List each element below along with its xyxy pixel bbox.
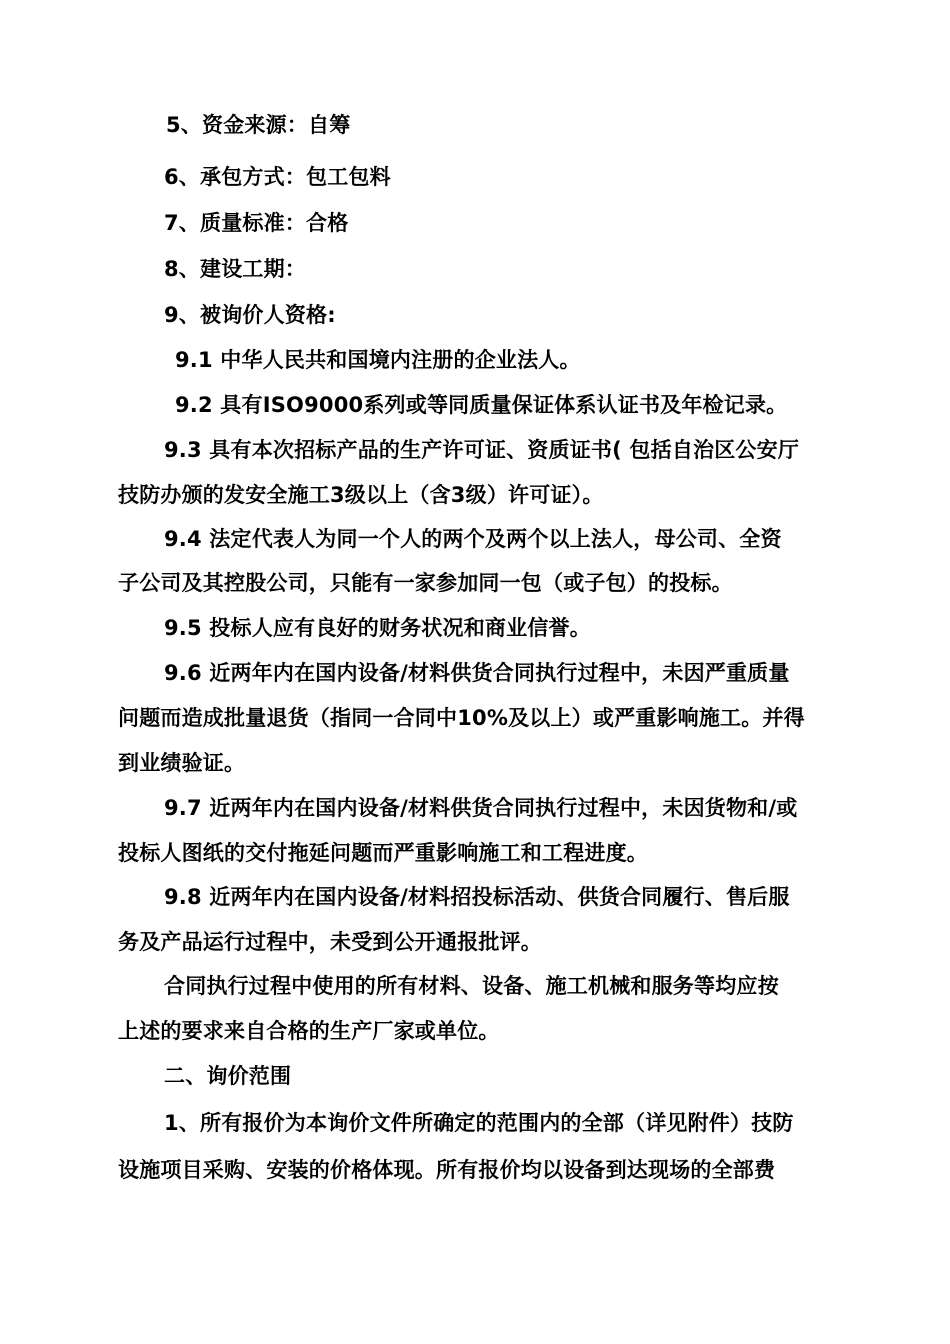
item-funding-source: 5、资金来源：自筹	[166, 113, 351, 137]
clause-9-4-line-1: 9.4 法定代表人为同一个人的两个及两个以上法人，母公司、全资	[164, 527, 782, 551]
clause-9-6-line-2: 问题而造成批量退货（指同一合同中10%及以上）或严重影响施工。并得	[118, 706, 805, 730]
clause-9-4-line-2: 子公司及其控股公司，只能有一家参加同一包（或子包）的投标。	[118, 571, 733, 595]
clause-9-3-line-2: 技防办颁的发安全施工3级以上（含3级）许可证）。	[118, 483, 604, 507]
clause-9-6-line-3: 到业绩验证。	[118, 751, 246, 775]
item-contract-method: 6、承包方式：包工包料	[164, 165, 391, 189]
clause-9-3-line-1: 9.3 具有本次招标产品的生产许可证、资质证书( 包括自治区公安厅	[164, 438, 800, 462]
clause-9-1: 9.1 中华人民共和国境内注册的企业法人。	[175, 348, 581, 372]
scope-item-1-line-1: 1、所有报价为本询价文件所确定的范围内的全部（详见附件）技防	[164, 1111, 794, 1135]
clause-9-8-line-2: 务及产品运行过程中，未受到公开通报批评。	[118, 930, 542, 954]
item-bidder-qualification: 9、被询价人资格:	[164, 303, 336, 327]
clause-9-5: 9.5 投标人应有良好的财务状况和商业信誉。	[164, 616, 591, 640]
clause-9-7-line-2: 投标人图纸的交付拖延问题而严重影响施工和工程进度。	[118, 841, 648, 865]
scope-item-1-line-2: 设施项目采购、安装的价格体现。所有报价均以设备到达现场的全部费	[118, 1158, 776, 1182]
requirement-paragraph-line-1: 合同执行过程中使用的所有材料、设备、施工机械和服务等均应按	[164, 974, 779, 998]
item-construction-period: 8、建设工期：	[164, 257, 307, 281]
clause-9-2: 9.2 具有ISO9000系列或等同质量保证体系认证书及年检记录。	[175, 393, 788, 417]
section-heading-inquiry-scope: 二、询价范围	[164, 1064, 292, 1088]
clause-9-7-line-1: 9.7 近两年内在国内设备/材料供货合同执行过程中，未因货物和/或	[164, 796, 798, 820]
item-quality-standard: 7、质量标准：合格	[164, 211, 349, 235]
clause-9-6-line-1: 9.6 近两年内在国内设备/材料供货合同执行过程中，未因严重质量	[164, 661, 790, 685]
requirement-paragraph-line-2: 上述的要求来自合格的生产厂家或单位。	[118, 1019, 500, 1043]
clause-9-8-line-1: 9.8 近两年内在国内设备/材料招投标活动、供货合同履行、售后服	[164, 885, 790, 909]
